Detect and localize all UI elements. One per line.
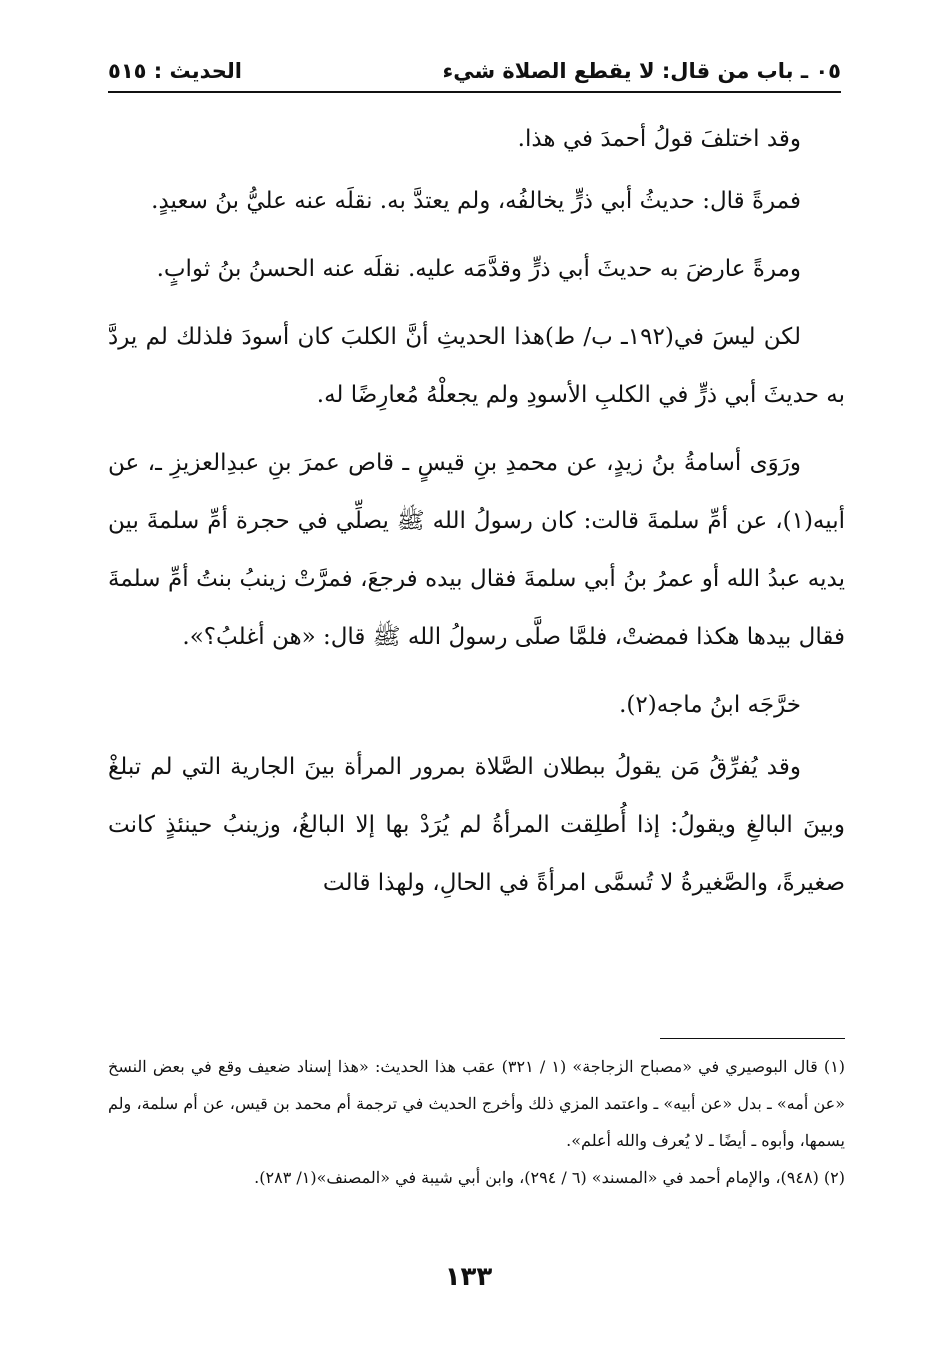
paragraph: خرَّجَه ابنُ ماجه(٢). (619, 692, 801, 718)
paragraph: ورَوَى أسامةُ بنُ زيدٍ، عن محمدِ بنِ قيسٍ ـ قاص عمرَ بنِ عبدِالعزيزِ ـ، عن أبيه(١)، عن أمِّ سلمةَ قالت: كان رسولُ الله ﷺ يصلِّي في حجرة أمِّ سلمةَ بين يديه عبدُ الله أو عمرُ بنُ أبي سلمةَ فقال بيده فرجعَ، فمرَّتْ زينبُ بنتُ أمِّ سلمةَ فقال بيدها هكذا فمضتْ، فلمَّا صلَّى رسولُ الله ﷺ قال: «هن أغلبُ؟». (108, 450, 845, 650)
main-text (108, 110, 845, 922)
paragraph: لكن ليسَ في(١٩٢ـ ب/ ط)هذا الحديثِ أنَّ الكلبَ كان أسودَ فلذلك لم يردَّ به حديثَ أبي ذرٍّ في الكلبِ الأسودِ ولم يجعلْهُ مُعارِضًا له. (108, 324, 845, 408)
footnotes (108, 1048, 845, 1196)
header-divider (108, 91, 841, 93)
footnote: (١) قال البوصيري في «مصباح الزجاجة» (١ / ٣٢١) عقب هذا الحديث: «هذا إسناد ضعيف وقع في بعض النسخ «عن أمه» ـ بدل «عن أبيه» ـ واعتمد المزي ذلك وأخرج الحديث في ترجمة أم محمد بن قيس، عن أم سلمة، ولم يسمها، وأبوه ـ أيضًا ـ لا يُعرف والله أعلم». (108, 1057, 846, 1150)
paragraph: وقد اختلفَ قولُ أحمدَ في هذا. (517, 126, 801, 152)
page-number: ١٣٣ (444, 1262, 493, 1292)
footnote-divider (660, 1038, 845, 1039)
paragraph: ومرةً عارضَ به حديثَ أبي ذرٍّ وقدَّمَه عليه. نقلَه عنه الحسنُ بنُ ثوابٍ. (156, 256, 801, 282)
paragraph: فمرةً قال: حديثُ أبي ذرٍّ يخالفُه، ولم يعتدَّ به. نقلَه عنه عليُّ بنُ سعيدٍ. (151, 188, 801, 214)
footnote: (٢) (٩٤٨)، والإمام أحمد في «المسند» (٦ / ٢٩٤)، وابن أبي شيبة في «المصنف»(١/ ٢٨٣). (254, 1168, 845, 1187)
chapter-title: ٠٥ ـ باب من قال: لا يقطع الصلاة شيء (442, 59, 841, 83)
paragraph: وقد يُفرِّقُ مَن يقولُ ببطلان الصَّلاة بمرور المرأة بينَ الجارية التي لم تبلغْ وبينَ البالغِ ويقولُ: إذا أُطلِقت المرأةُ لم يُرَدْ بها إلا البالغُ، وزينبُ حينئذٍ كانت صغيرةً، والصَّغيرةُ لا تُسمَّى امرأةً في الحالِ، ولهذا قالت (108, 754, 845, 896)
running-header (108, 52, 841, 90)
hadith-number: الحديث : ٥١٥ (108, 59, 242, 83)
